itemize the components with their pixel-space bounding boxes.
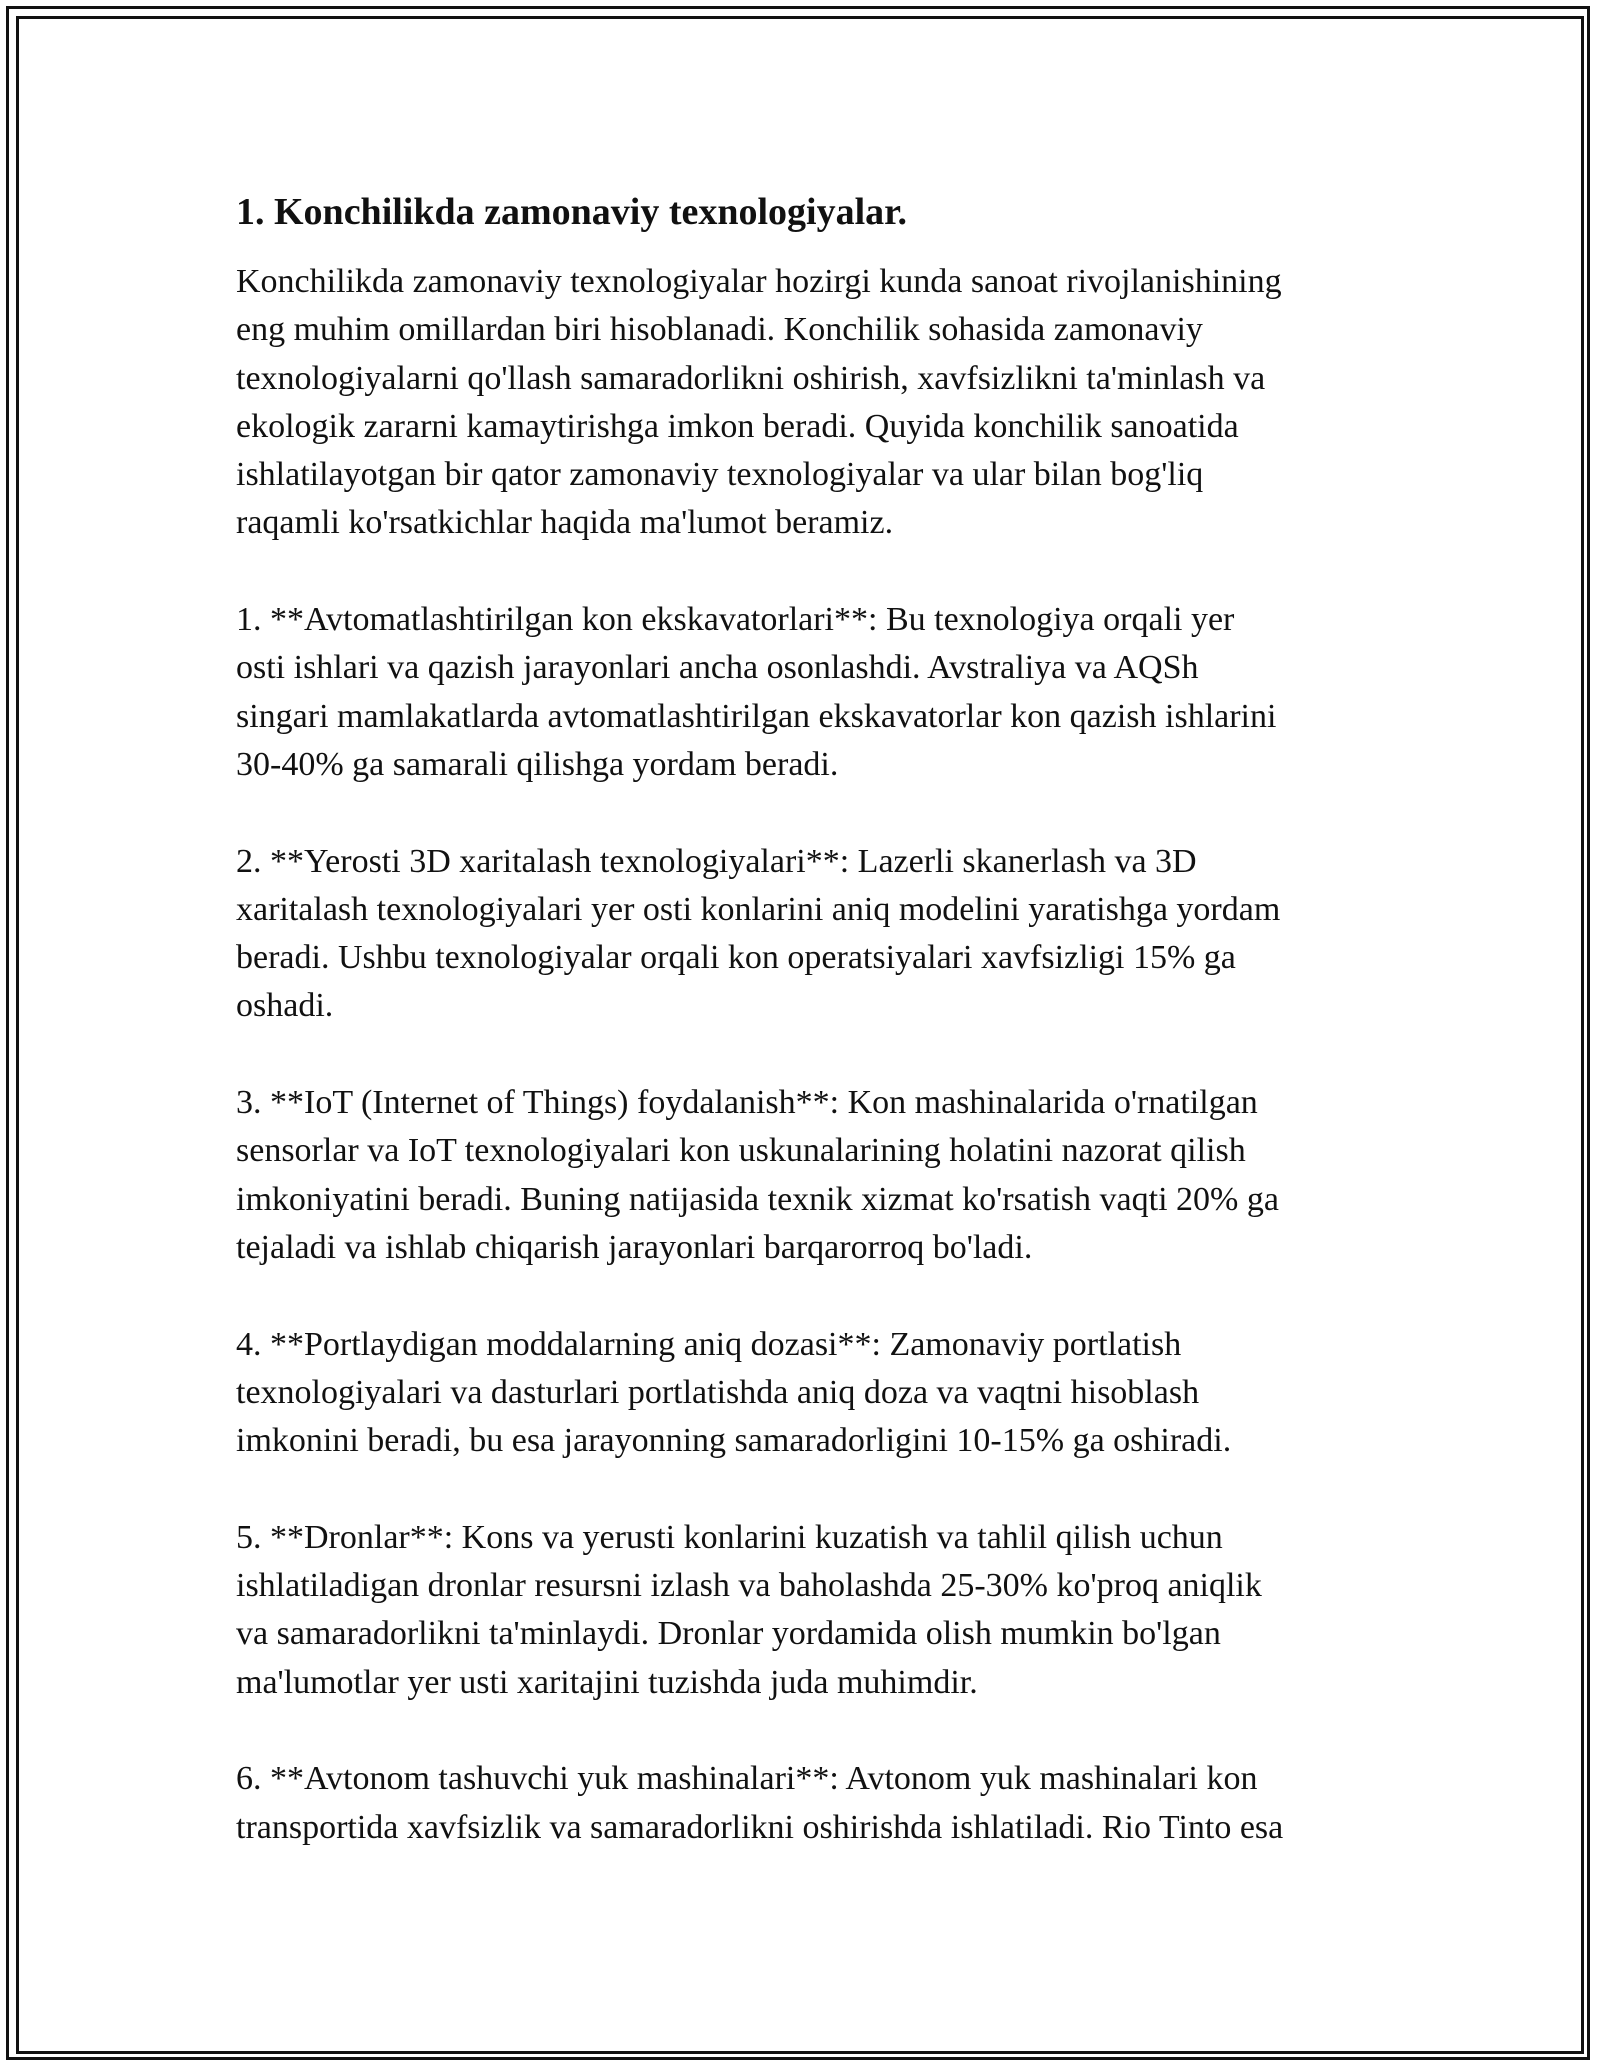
paragraph-line: sensorlar va IoT texnologiyalari kon uskunalarining holatini nazorat qilish: [236, 1132, 1246, 1170]
list-item-5: [236, 1514, 1386, 1707]
list-item-1: [236, 596, 1386, 789]
paragraph-line: xaritalash texnologiyalari yer osti konlarini aniq modelini yaratishga yordam: [236, 890, 1281, 928]
paragraph-line: 30-40% ga samarali qilishga yordam beradi.: [236, 745, 839, 783]
paragraph-line: ishlatilayotgan bir qator zamonaviy texnologiyalar va ular bilan bog'liq: [236, 456, 1204, 494]
paragraph-line: 1. **Avtomatlashtirilgan kon ekskavatorlari**: Bu texnologiya orqali yer: [236, 601, 1235, 639]
paragraph-line: oshadi.: [236, 987, 334, 1025]
paragraph-line: ishlatiladigan dronlar resursni izlash va baholashda 25-30% ko'proq aniqlik: [236, 1567, 1262, 1605]
paragraph-line: osti ishlari va qazish jarayonlari ancha osonlashdi. Avstraliya va AQSh: [236, 649, 1199, 687]
paragraph-line: 3. **IoT (Internet of Things) foydalanish**: Kon mashinalarida o'rnatilgan: [236, 1084, 1258, 1122]
paragraph-line: imkonini beradi, bu esa jarayonning samaradorligini 10-15% ga oshiradi.: [236, 1422, 1232, 1460]
paragraph-line: texnologiyalari va dasturlari portlatishda aniq doza va vaqtni hisoblash: [236, 1373, 1200, 1411]
paragraph-line: eng muhim omillardan biri hisoblanadi. Konchilik sohasida zamonaviy: [236, 311, 1203, 349]
paragraph-line: texnologiyalarni qo'llash samaradorlikni oshirish, xavfsizlikni ta'minlash va: [236, 359, 1266, 397]
paragraph-line: raqamli ko'rsatkichlar haqida ma'lumot beramiz.: [236, 504, 894, 542]
paragraph-line: va samaradorlikni ta'minlaydi. Dronlar yordamida olish mumkin bo'lgan: [236, 1615, 1221, 1653]
paragraph-line: 4. **Portlaydigan moddalarning aniq dozasi**: Zamonaviy portlatish: [236, 1325, 1182, 1363]
list-item-4: [236, 1321, 1386, 1466]
paragraph-line: Konchilikda zamonaviy texnologiyalar hozirgi kunda sanoat rivojlanishining: [236, 263, 1282, 300]
paragraph-line: singari mamlakatlarda avtomatlashtirilgan ekskavatorlar kon qazish ishlarini: [236, 697, 1277, 735]
paragraph-line: 5. **Dronlar**: Kons va yerusti konlarini kuzatish va tahlil qilish uchun: [236, 1518, 1223, 1556]
paragraph-line: ekologik zararni kamaytirishga imkon beradi. Quyida konchilik sanoatida: [236, 407, 1239, 445]
document-body: [236, 188, 1386, 1900]
paragraph-line: 2. **Yerosti 3D xaritalash texnologiyalari**: Lazerli skanerlash va 3D: [236, 842, 1197, 880]
paragraph-line: 6. **Avtonom tashuvchi yuk mashinalari**: Avtonom yuk mashinalari kon: [236, 1760, 1258, 1798]
paragraph-line: tejaladi va ishlab chiqarish jarayonlari barqarorroq bo'ladi.: [236, 1228, 1033, 1266]
list-item-6: [236, 1755, 1386, 1852]
paragraph-line: ma'lumotlar yer usti xaritajini tuzishda juda muhimdir.: [236, 1663, 978, 1701]
paragraph-line: transportida xavfsizlik va samaradorlikni oshirishda ishlatiladi. Rio Tinto esa: [236, 1808, 1284, 1846]
paragraph-line: imkoniyatini beradi. Buning natijasida texnik xizmat ko'rsatish vaqti 20% ga: [236, 1180, 1279, 1218]
section-heading: 1. Konchilikda zamonaviy texnologiyalar.: [236, 191, 908, 233]
list-item-3: [236, 1079, 1386, 1272]
list-item-2: [236, 838, 1386, 1031]
paragraph-line: beradi. Ushbu texnologiyalar orqali kon operatsiyalari xavfsizligi 15% ga: [236, 939, 1236, 977]
intro-paragraph: [236, 258, 1386, 548]
